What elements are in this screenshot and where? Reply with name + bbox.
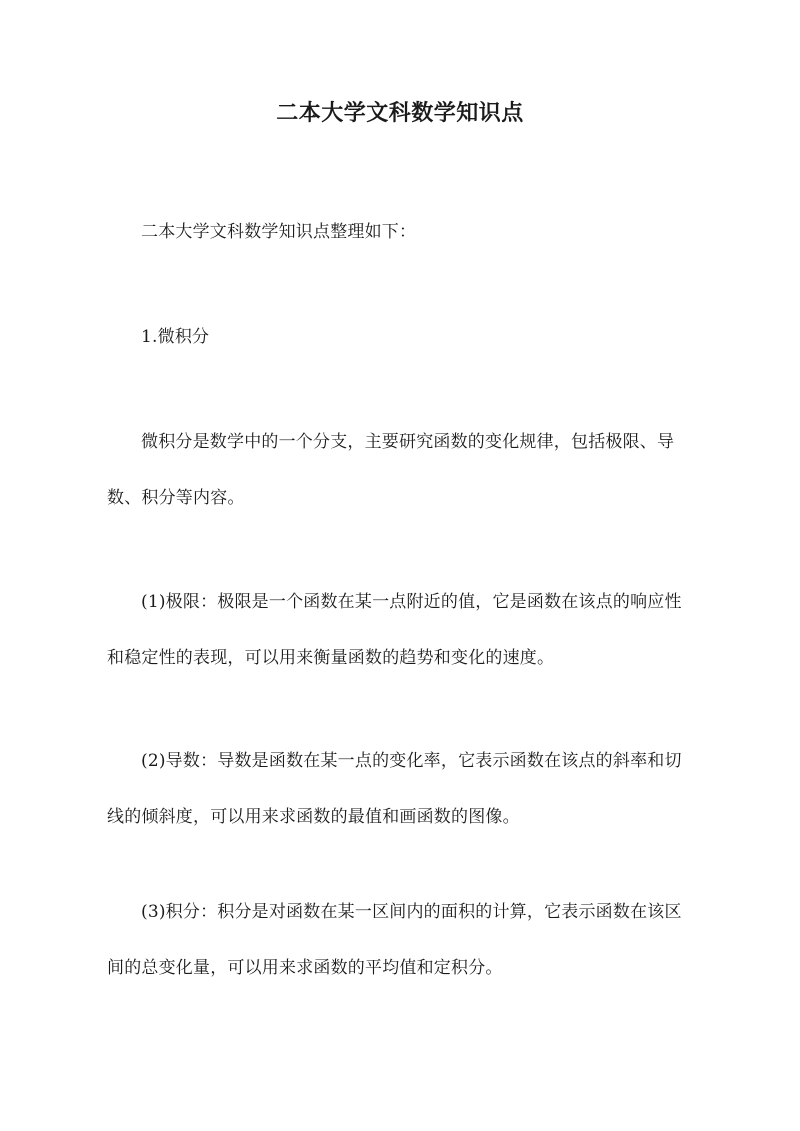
derivative-paragraph: (2)导数：导数是函数在某一点的变化率，它表示函数在该点的斜率和切线的倾斜度，可以用来求函数的最值和画函数的图像。 <box>107 751 682 827</box>
page-title: 二本大学文科数学知识点 <box>276 100 524 126</box>
integral-paragraph: (3)积分：积分是对函数在某一区间内的面积的计算，它表示函数在该区间的总变化量，可以用来求函数的平均值和定积分。 <box>107 902 682 978</box>
calculus-intro-paragraph: 微积分是数学中的一个分支，主要研究函数的变化规律，包括极限、导数、积分等内容。 <box>107 432 675 508</box>
section-heading: 1.微积分 <box>141 327 210 347</box>
limit-paragraph: (1)极限：极限是一个函数在某一点附近的值，它是函数在该点的响应性和稳定性的表现，可以用来衡量函数的趋势和变化的速度。 <box>107 592 682 668</box>
intro-paragraph: 二本大学文科数学知识点整理如下： <box>141 222 417 242</box>
